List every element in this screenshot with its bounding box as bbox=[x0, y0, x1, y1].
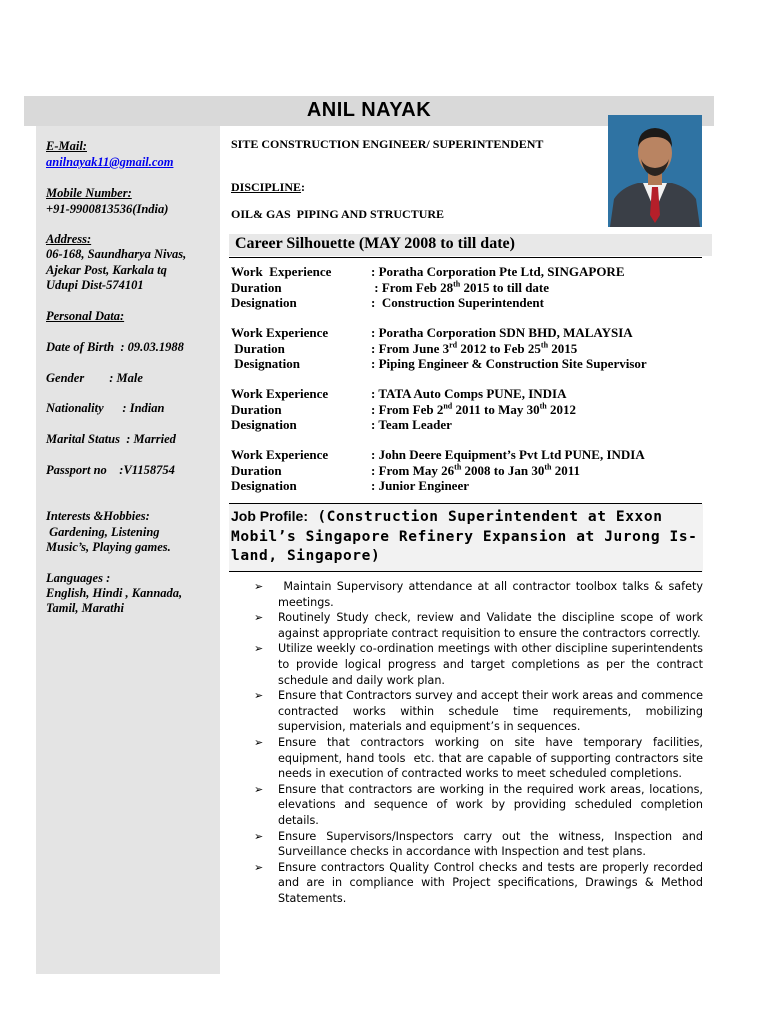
experience-entry-4 bbox=[231, 447, 711, 494]
duration bbox=[371, 402, 576, 418]
languages-label: Languages : bbox=[46, 571, 111, 585]
list-item-text: Ensure that contractors working on site have temporary facilities, equipment, hand tools etc. that are capable of supporting contractors site needs in execution of contracted works to meet scheduled completions. bbox=[278, 735, 707, 781]
career-divider bbox=[229, 257, 702, 258]
label-work-experience: Work Experience bbox=[231, 264, 332, 279]
duration-suffix: th bbox=[454, 462, 462, 472]
arrowhead-bullet-icon: ➢ bbox=[254, 829, 264, 843]
job-profile-lead: Job Profile: bbox=[231, 508, 309, 524]
email-label: E-Mail: bbox=[46, 139, 87, 153]
list-item bbox=[254, 688, 703, 735]
arrowhead-bullet-icon: ➢ bbox=[254, 611, 264, 625]
duration bbox=[371, 280, 549, 296]
label-duration: Duration bbox=[231, 401, 282, 417]
interests-line-2: Music’s, Playing games. bbox=[46, 540, 171, 554]
label-work-experience: Work Experience bbox=[231, 447, 329, 462]
company: : Poratha Corporation Pte Ltd, SINGAPORE bbox=[371, 264, 625, 279]
list-item-text: Routinely Study check, review and Validate the discipline scope of work against appropriate contract requisition to ensure the contractors correctly. bbox=[278, 611, 703, 640]
duration-part: : From Feb 2 bbox=[371, 401, 444, 417]
label-work-experience: Work Experience bbox=[231, 386, 329, 401]
duration-suffix: nd bbox=[443, 401, 453, 411]
mobile-label: Mobile Number: bbox=[46, 186, 132, 200]
label-designation: Designation bbox=[231, 356, 300, 371]
marital-value: Married bbox=[133, 432, 176, 446]
company: : John Deere Equipment’s Pvt Ltd PUNE, INDIA bbox=[371, 447, 645, 462]
arrowhead-bullet-icon: ➢ bbox=[254, 580, 264, 593]
duration-suffix: rd bbox=[449, 340, 458, 350]
gender-row bbox=[46, 371, 218, 387]
list-item-text: Ensure that contractors are working in the required work areas, locations, elevations and sequence of work by providing scheduled completion details. bbox=[278, 782, 703, 827]
duration-part: : From May 26 bbox=[371, 462, 455, 478]
job-title: SITE CONSTRUCTION ENGINEER/ SUPERINTENDENT bbox=[231, 137, 544, 151]
duration-part: 2015 to till date bbox=[460, 279, 550, 295]
nationality-key: Nationality bbox=[46, 401, 104, 415]
address-line-1: 06-168, Saundharya Nivas, bbox=[46, 247, 187, 261]
list-item bbox=[254, 579, 707, 610]
list-item-text: Maintain Supervisory attendance at all contractor toolbox talks & safety meetings. bbox=[278, 580, 707, 609]
gender-value: Male bbox=[116, 371, 143, 385]
designation: : Team Leader bbox=[371, 417, 452, 432]
dob-value: 09.03.1988 bbox=[127, 340, 184, 354]
experience-entry-3 bbox=[231, 386, 711, 433]
duration bbox=[371, 341, 577, 357]
designation: : Construction Superintendent bbox=[371, 295, 544, 310]
label-work-experience: Work Experience bbox=[231, 325, 329, 340]
label-designation: Designation bbox=[231, 478, 297, 493]
label-designation: Designation bbox=[231, 417, 297, 432]
label-designation: Designation bbox=[231, 295, 297, 310]
dob-row bbox=[46, 340, 218, 356]
nationality-sep: : bbox=[103, 401, 130, 415]
marital-key: Marital Status bbox=[46, 432, 120, 446]
mobile-value: +91-9900813536(India) bbox=[46, 202, 169, 216]
arrowhead-bullet-icon: ➢ bbox=[254, 642, 264, 656]
list-item-text: Ensure contractors Quality Control checks and tests are properly recorded and are in compliance with Project specifications, Drawings & Method Statements. bbox=[278, 860, 703, 905]
designation: : Junior Engineer bbox=[371, 478, 469, 493]
languages-line-1: English, Hindi , Kannada, bbox=[46, 586, 183, 600]
duration-part: 2012 to Feb 25 bbox=[457, 340, 541, 356]
job-profile-heading bbox=[229, 504, 703, 572]
duration-suffix: th bbox=[453, 279, 461, 289]
responsibilities-list bbox=[254, 579, 707, 906]
duration-part: 2011 bbox=[551, 462, 581, 478]
label-duration: Duration bbox=[231, 279, 282, 295]
duration-part: 2012 bbox=[546, 401, 576, 417]
duration-suffix: th bbox=[539, 401, 547, 411]
marital-row bbox=[46, 432, 218, 448]
arrowhead-bullet-icon: ➢ bbox=[254, 860, 264, 874]
duration-part: : From June 3 bbox=[371, 340, 450, 356]
company: : Poratha Corporation SDN BHD, MALAYSIA bbox=[371, 325, 633, 340]
passport-sep: : bbox=[106, 463, 124, 477]
passport-value: V1158754 bbox=[123, 463, 175, 477]
job-profile-title bbox=[231, 507, 701, 567]
interests-label: Interests &Hobbies: bbox=[46, 509, 150, 523]
experience-entry-1 bbox=[231, 264, 711, 311]
list-item bbox=[254, 829, 703, 860]
passport-key: Passport no bbox=[46, 463, 107, 477]
duration-part: : From Feb 28 bbox=[374, 279, 454, 295]
discipline-value: OIL& GAS PIPING AND STRUCTURE bbox=[231, 207, 445, 221]
profile-photo bbox=[608, 115, 702, 227]
profile-photo-icon bbox=[608, 115, 702, 227]
duration-suffix: th bbox=[544, 462, 552, 472]
list-item-text: Utilize weekly co-ordination meetings with other discipline superintendents to provide logical progress and target completions as per the contract schedule and daily work plan. bbox=[278, 642, 703, 687]
list-item bbox=[254, 782, 703, 829]
marital-sep: : bbox=[120, 432, 134, 446]
personal-data-label: Personal Data: bbox=[46, 309, 125, 323]
gender-key: Gender bbox=[46, 371, 85, 385]
arrowhead-bullet-icon: ➢ bbox=[254, 689, 264, 703]
dob-key: Date of Birth bbox=[46, 340, 115, 354]
discipline-label: DISCIPLINE bbox=[231, 180, 302, 194]
company: : TATA Auto Comps PUNE, INDIA bbox=[371, 386, 567, 401]
career-section-heading bbox=[229, 234, 712, 256]
interests-line-1: Gardening, Listening bbox=[46, 525, 160, 539]
label-duration: Duration bbox=[231, 462, 282, 478]
languages-line-2: Tamil, Marathi bbox=[46, 601, 125, 615]
list-item-text: Ensure that Contractors survey and accept their work areas and commence contracted works within schedule time requirements, mobilizing supervision, materials and equipment’s in sequences. bbox=[278, 689, 703, 734]
job-profile-bottom-divider bbox=[229, 571, 702, 572]
list-item-text: Ensure Supervisors/Inspectors carry out the witness, Inspection and Surveillance checks in accordance with Inspection and test plans. bbox=[278, 829, 703, 859]
list-item bbox=[254, 641, 703, 688]
address-label: Address: bbox=[46, 232, 92, 246]
arrowhead-bullet-icon: ➢ bbox=[254, 735, 264, 749]
gender-sep: : bbox=[84, 371, 117, 385]
duration-suffix: th bbox=[540, 340, 549, 350]
duration-part: 2015 bbox=[548, 340, 578, 356]
discipline-heading bbox=[231, 180, 305, 195]
duration-part: 2008 to Jan 30 bbox=[461, 462, 545, 478]
career-heading-text: Career Silhouette (MAY 2008 to till date) bbox=[235, 235, 515, 252]
address-line-3: Udupi Dist-574101 bbox=[46, 278, 144, 292]
list-item bbox=[254, 735, 707, 782]
list-item bbox=[254, 860, 703, 907]
candidate-name: ANIL NAYAK bbox=[306, 99, 432, 121]
arrowhead-bullet-icon: ➢ bbox=[254, 782, 264, 796]
passport-row bbox=[46, 463, 218, 479]
address-line-2: Ajekar Post, Karkala tq bbox=[46, 263, 167, 277]
nationality-row bbox=[46, 401, 218, 417]
label-duration: Duration bbox=[231, 340, 285, 356]
email-link[interactable]: anilnayak11@gmail.com bbox=[46, 155, 174, 169]
discipline-colon: : bbox=[301, 180, 306, 194]
duration bbox=[371, 463, 580, 479]
job-profile-role: (Construction Superintendent at Exxon Mobil’s Singapore Refinery Expansion at Jurong Is-land, Singapore) bbox=[231, 509, 698, 564]
nationality-value: Indian bbox=[129, 401, 165, 415]
dob-sep: : bbox=[114, 340, 128, 354]
list-item bbox=[254, 610, 703, 641]
experience-entry-2 bbox=[231, 325, 711, 372]
duration-part: 2011 to May 30 bbox=[452, 401, 540, 417]
designation: : Piping Engineer & Construction Site Supervisor bbox=[371, 356, 647, 371]
